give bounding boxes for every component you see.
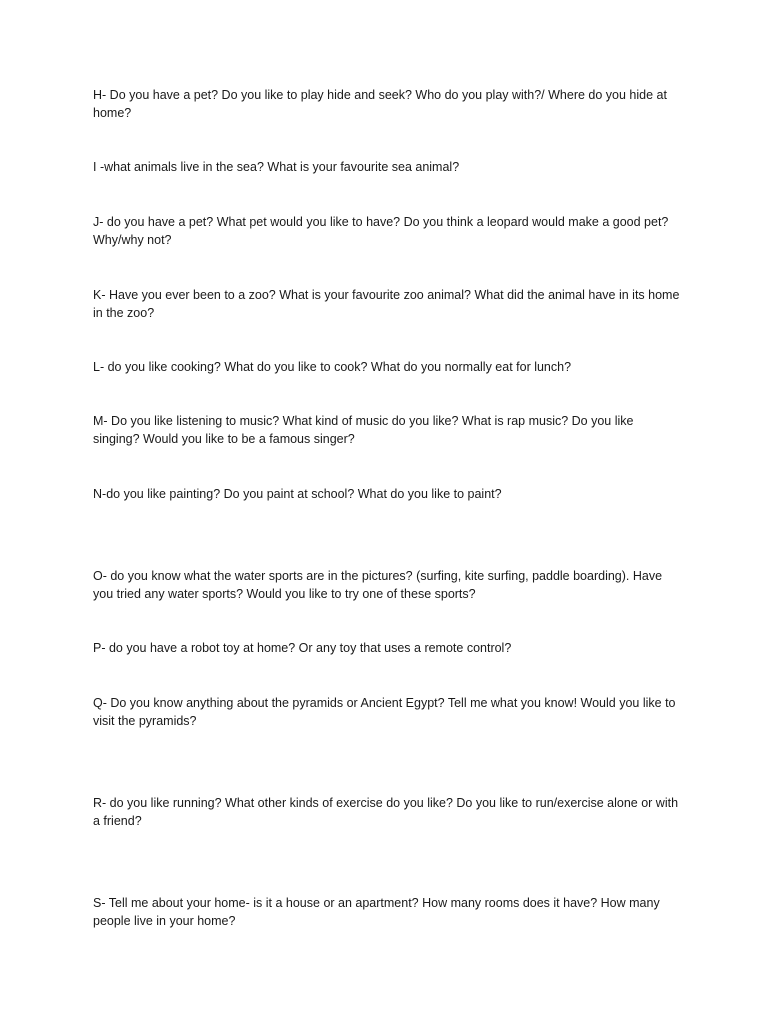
question-i: I -what animals live in the sea? What is your favourite sea animal?: [93, 160, 460, 174]
question-p: P- do you have a robot toy at home? Or any toy that uses a remote control?: [93, 641, 512, 655]
question-q: Q- Do you know anything about the pyramids or Ancient Egypt? Tell me what you know! Would you like to visit the pyramids?: [93, 696, 676, 728]
question-o: O- do you know what the water sports are in the pictures? (surfing, kite surfing, paddle boarding). Have you tried any water sports? Would you like to try one of these sports?: [93, 569, 663, 601]
question-s: S- Tell me about your home- is it a house or an apartment? How many rooms does it have? How many people live in your home?: [93, 896, 660, 928]
question-r: R- do you like running? What other kinds of exercise do you like? Do you like to run/exercise alone or with a friend?: [93, 796, 679, 828]
question-n: N-do you like painting? Do you paint at school? What do you like to paint?: [93, 487, 502, 501]
question-m: M- Do you like listening to music? What kind of music do you like? What is rap music? Do you like singing? Would you like to be a famous singer?: [93, 414, 634, 446]
question-h: H- Do you have a pet? Do you like to play hide and seek? Who do you play with?/ Where do you hide at home?: [93, 88, 667, 120]
question-j: J- do you have a pet? What pet would you like to have? Do you think a leopard would make a good pet? Why/why not?: [93, 215, 669, 247]
question-l: L- do you like cooking? What do you like to cook? What do you normally eat for lunch?: [93, 360, 572, 374]
question-k: K- Have you ever been to a zoo? What is your favourite zoo animal? What did the animal have in its home in the zoo?: [93, 288, 680, 320]
